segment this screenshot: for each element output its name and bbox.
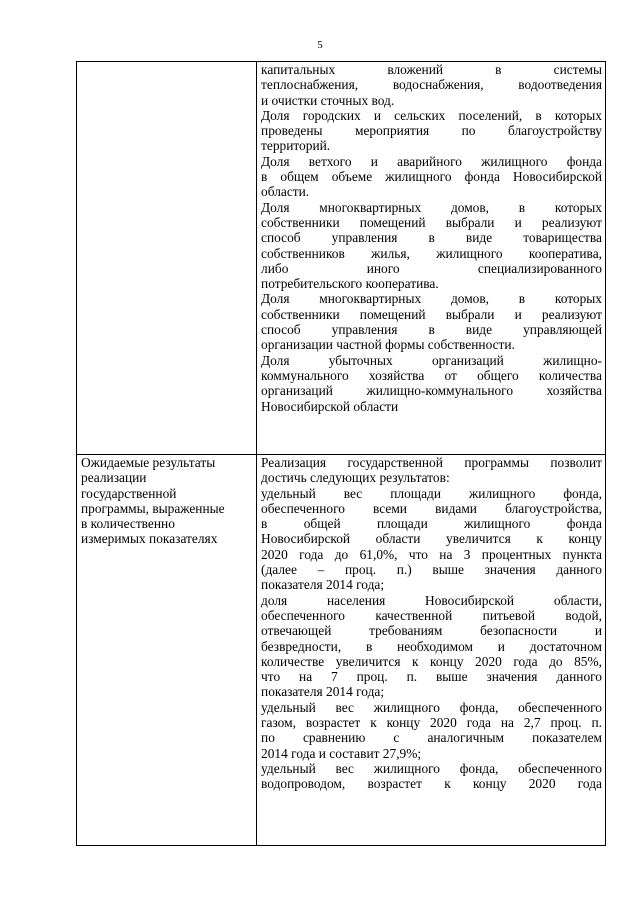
content-line: показателя 2014 года; [261, 684, 385, 700]
content-line: собственников жилья, жилищного кооператива, [261, 245, 602, 261]
content-line: достичь следующих результатов: [261, 470, 450, 486]
content-line: потребительского кооператива. [261, 276, 439, 292]
content-line: 2014 года и составит 27,9%; [261, 745, 422, 761]
content-line: организаций жилищно-коммунального хозяйства [261, 383, 602, 399]
content-line: что на 7 проц. п. выше значения данного [261, 669, 602, 685]
content-line: водопроводом, возрастет к концу 2020 года [261, 776, 602, 792]
content-line: удельный вес жилищного фонда, обеспеченного [261, 760, 602, 776]
content-line: Доля убыточных организаций жилищно- [261, 352, 602, 368]
content-line: и очистки сточных вод. [261, 92, 395, 108]
content-line: проведены мероприятия по благоустройству [261, 123, 602, 139]
row-content-cell [257, 455, 606, 846]
content-line: в общей площади жилищного фонда [261, 516, 602, 532]
content-line: коммунального хозяйства от общего количества [261, 367, 602, 383]
content-line: показателя 2014 года; [261, 577, 385, 593]
content-line: по сравнению с аналогичным показателем [261, 730, 602, 746]
content-line: теплоснабжения, водоснабжения, водоотведения [261, 77, 602, 93]
content-line: отвечающей требованиям безопасности и [261, 623, 602, 639]
row-label-line: Ожидаемые результаты [81, 455, 216, 470]
content-line: Реализация государственной программы позволит [261, 455, 602, 470]
content-line: Доля многоквартирных домов, в которых [261, 199, 602, 215]
table-row [77, 455, 606, 846]
content-line: Доля многоквартирных домов, в которых [261, 291, 602, 307]
table-row [77, 62, 606, 455]
content-line: Новосибирской области увеличится к концу [261, 531, 602, 547]
row-label-line: реализации [81, 470, 147, 486]
content-line: обеспеченного качественной питьевой водой, [261, 607, 602, 623]
row-label-cell [77, 455, 257, 846]
row-label-line: программы, выраженные [81, 500, 225, 516]
content-line: удельный вес жилищного фонда, обеспеченного [261, 699, 602, 715]
row-content-cell [257, 62, 606, 455]
content-line: капитальных вложений в системы [261, 62, 602, 77]
content-line: Новосибирской области [261, 398, 399, 414]
content-line: организации частной формы собственности. [261, 337, 515, 353]
content-line: доля населения Новосибирской области, [261, 592, 602, 608]
content-line: собственники помещений выбрали и реализуют [261, 214, 602, 230]
content-line: (далее – проц. п.) выше значения данного [261, 562, 602, 578]
content-line: количестве увеличится к концу 2020 года до 85%, [261, 653, 602, 669]
content-line: безвредности, в необходимом и достаточном [261, 638, 602, 654]
content-line: 2020 года до 61,0%, что на 3 процентных пункта [261, 546, 602, 562]
content-line: обеспеченного всеми видами благоустройства, [261, 500, 602, 516]
content-line: собственники помещений выбрали и реализуют [261, 306, 602, 322]
content-line: либо иного специализированного [261, 260, 602, 276]
content-line: способ управления в виде управляющей [261, 322, 602, 338]
content-line: газом, возрастет к концу 2020 года на 2,7 проц. п. [261, 715, 602, 731]
content-line: территорий. [261, 138, 331, 154]
content-line: Доля городских и сельских поселений, в которых [261, 107, 602, 123]
row-label-line: в количественно [81, 516, 175, 532]
program-passport-table [76, 61, 606, 846]
row-label-cell [77, 62, 257, 455]
page-number: 5 [317, 39, 323, 51]
content-line: в общем объеме жилищного фонда Новосибирской [261, 169, 602, 185]
row-label-line: государственной [81, 485, 177, 501]
content-line: удельный вес площади жилищного фонда, [261, 485, 602, 501]
content-line: области. [261, 184, 310, 200]
row-label-line: измеримых показателях [81, 531, 218, 547]
content-line: способ управления в виде товарищества [261, 230, 602, 246]
content-line: Доля ветхого и аварийного жилищного фонда [261, 153, 602, 169]
